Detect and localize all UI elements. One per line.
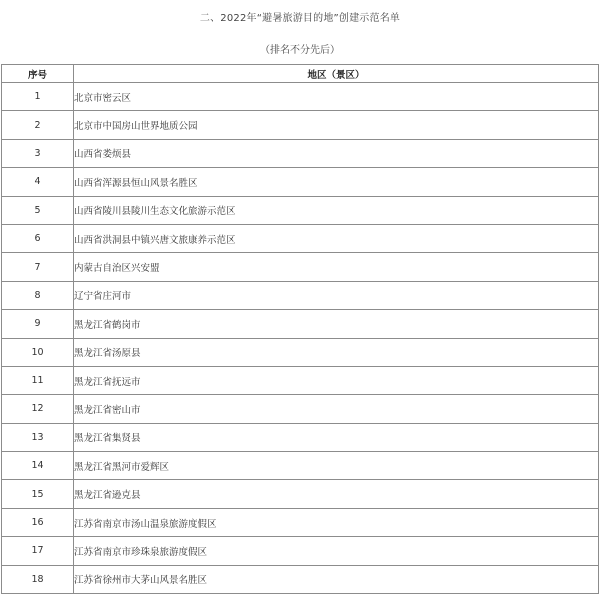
row-place: 江苏省南京市珍珠泉旅游度假区 xyxy=(74,537,599,565)
row-place: 黑龙江省抚远市 xyxy=(74,366,599,394)
row-place: 山西省浑源县恒山风景名胜区 xyxy=(74,168,599,196)
table-row xyxy=(2,224,599,252)
row-place: 黑龙江省黑河市爱辉区 xyxy=(74,452,599,480)
row-number: 12 xyxy=(2,395,74,423)
row-place: 北京市密云区 xyxy=(74,83,599,111)
row-number: 10 xyxy=(2,338,74,366)
row-place: 辽宁省庄河市 xyxy=(74,281,599,309)
row-place: 山西省陵川县陵川生态文化旅游示范区 xyxy=(74,196,599,224)
table-row xyxy=(2,480,599,508)
row-number: 1 xyxy=(2,83,74,111)
table-row xyxy=(2,537,599,565)
table-row xyxy=(2,168,599,196)
document-subtitle: （排名不分先后） xyxy=(260,45,340,56)
table-row xyxy=(2,281,599,309)
row-number: 7 xyxy=(2,253,74,281)
table-row xyxy=(2,395,599,423)
row-number: 4 xyxy=(2,168,74,196)
row-number: 5 xyxy=(2,196,74,224)
table-row xyxy=(2,366,599,394)
row-place: 山西省洪洞县中镇兴唐文旅康养示范区 xyxy=(74,224,599,252)
row-place: 黑龙江省集贤县 xyxy=(74,423,599,451)
row-place: 山西省娄烦县 xyxy=(74,139,599,167)
row-place: 黑龙江省汤原县 xyxy=(74,338,599,366)
row-place: 黑龙江省密山市 xyxy=(74,395,599,423)
table-row xyxy=(2,452,599,480)
row-number: 13 xyxy=(2,423,74,451)
row-place: 江苏省南京市汤山温泉旅游度假区 xyxy=(74,508,599,536)
table-row xyxy=(2,139,599,167)
row-place: 江苏省徐州市大茅山风景名胜区 xyxy=(74,565,599,593)
header-region: 地区（景区） xyxy=(74,65,599,83)
table-row xyxy=(2,423,599,451)
row-number: 2 xyxy=(2,111,74,139)
row-number: 16 xyxy=(2,508,74,536)
table-row xyxy=(2,83,599,111)
table-row xyxy=(2,111,599,139)
row-number: 11 xyxy=(2,366,74,394)
document-title: 二、2022年“避暑旅游目的地”创建示范名单 xyxy=(199,13,401,24)
table-row xyxy=(2,196,599,224)
row-place: 内蒙古自治区兴安盟 xyxy=(74,253,599,281)
table-row xyxy=(2,565,599,593)
table-header-row xyxy=(2,65,599,83)
table-row xyxy=(2,338,599,366)
row-number: 6 xyxy=(2,224,74,252)
row-number: 3 xyxy=(2,139,74,167)
row-number: 15 xyxy=(2,480,74,508)
table-row xyxy=(2,508,599,536)
row-number: 17 xyxy=(2,537,74,565)
row-number: 9 xyxy=(2,310,74,338)
row-place: 北京市中国房山世界地质公园 xyxy=(74,111,599,139)
table-row xyxy=(2,310,599,338)
row-place: 黑龙江省鹤岗市 xyxy=(74,310,599,338)
table-row xyxy=(2,253,599,281)
destination-table xyxy=(1,64,599,594)
row-number: 8 xyxy=(2,281,74,309)
row-number: 18 xyxy=(2,565,74,593)
header-serial-number: 序号 xyxy=(2,65,74,83)
row-number: 14 xyxy=(2,452,74,480)
row-place: 黑龙江省逊克县 xyxy=(74,480,599,508)
